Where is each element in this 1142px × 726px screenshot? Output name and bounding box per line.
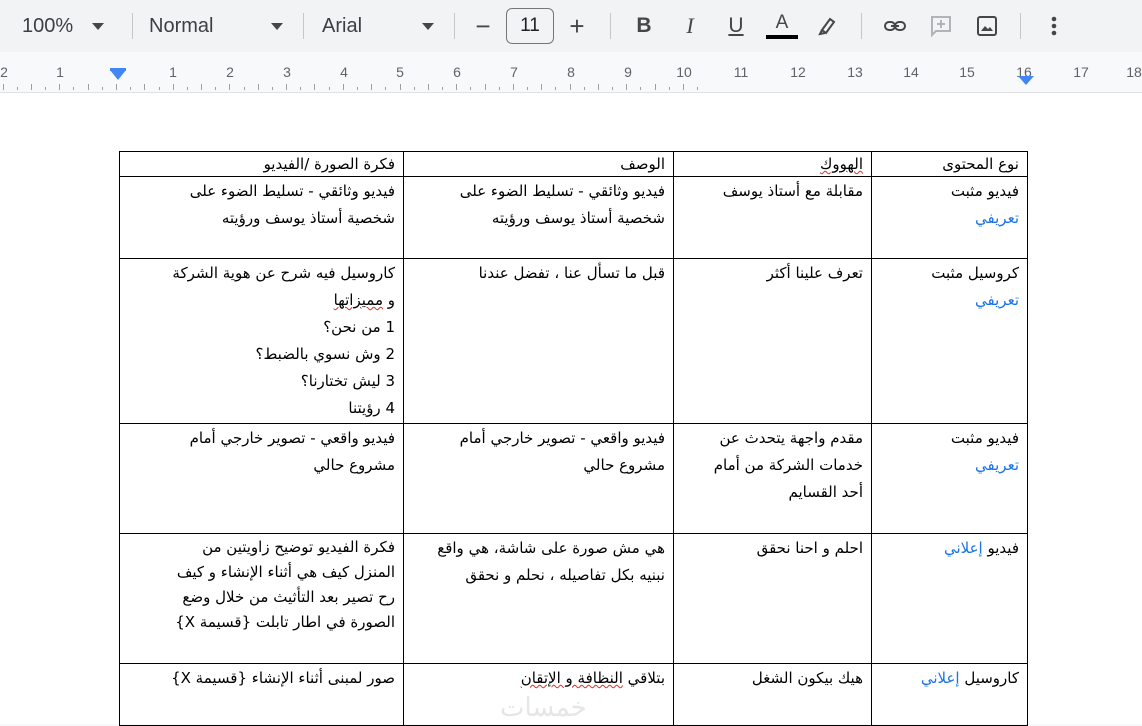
text-color-letter: A xyxy=(775,12,789,33)
link-icon[interactable] xyxy=(879,10,911,42)
ruler-tick xyxy=(584,87,585,90)
ruler-tick xyxy=(640,87,641,90)
ruler-tick xyxy=(229,84,230,90)
text-color-swatch xyxy=(766,35,798,39)
text-color-button[interactable] xyxy=(766,10,798,42)
ruler-tick xyxy=(414,87,415,90)
cell-type[interactable] xyxy=(872,259,1028,424)
increase-font-size-button[interactable]: + xyxy=(569,10,585,41)
cell-type[interactable] xyxy=(872,534,1028,664)
ruler-tick xyxy=(144,84,145,90)
ruler-label: 16 xyxy=(1016,64,1032,80)
cell-hook[interactable] xyxy=(674,664,872,726)
ruler-label: 2 xyxy=(0,64,8,80)
idea-line: مشروع حالي xyxy=(313,456,395,474)
hook-line: مقابلة مع أستاذ يوسف xyxy=(722,182,863,200)
idea-line xyxy=(128,287,395,314)
ruler-label: 9 xyxy=(624,64,632,80)
cell-hook[interactable] xyxy=(674,177,872,259)
idea-line: الصورة في اطار تابلت {قسيمة X} xyxy=(175,613,395,631)
idea-line: فيديو واقعي - تصوير خارجي أمام xyxy=(189,429,395,447)
ruler-tick xyxy=(400,84,401,90)
ruler-tick xyxy=(286,84,287,90)
underline-button[interactable]: U xyxy=(728,14,744,37)
desc-line: مشروع حالي xyxy=(583,456,665,474)
idea-line: المنزل كيف هي أثناء الإنشاء و كيف xyxy=(176,563,395,581)
ruler-tick xyxy=(428,84,429,90)
ruler-tick xyxy=(215,87,216,90)
misspelled-word: مميزاتها xyxy=(333,291,383,309)
type-text: كاروسيل xyxy=(959,669,1019,687)
type-tag: تعريفي xyxy=(975,209,1019,227)
ruler-tick xyxy=(59,84,60,90)
misspelled-word: النظافة و الإتقان xyxy=(520,669,623,687)
more-icon[interactable] xyxy=(1038,10,1070,42)
hook-line: هيك بيكون الشغل xyxy=(751,669,863,687)
ruler-tick xyxy=(3,84,4,90)
cell-desc[interactable] xyxy=(404,177,674,259)
idea-text: و xyxy=(382,291,395,309)
horizontal-ruler[interactable] xyxy=(0,58,1142,93)
ruler-tick xyxy=(258,84,259,90)
ruler-label: 13 xyxy=(847,64,863,80)
ruler-tick xyxy=(201,84,202,90)
ruler-tick xyxy=(314,84,315,90)
first-line-indent-marker[interactable] xyxy=(110,68,126,71)
ruler-tick xyxy=(683,84,684,90)
type-tag: إعلاني xyxy=(920,669,960,687)
ruler-tick xyxy=(300,87,301,90)
cell-hook[interactable] xyxy=(674,259,872,424)
toolbar-divider xyxy=(861,13,862,39)
ruler-tick xyxy=(244,87,245,90)
ruler-tick xyxy=(73,87,74,90)
ruler-tick xyxy=(17,87,18,90)
decrease-font-size-button[interactable]: − xyxy=(475,10,491,41)
ruler-tick xyxy=(499,87,500,90)
cell-idea[interactable] xyxy=(120,664,404,726)
ruler-label: 6 xyxy=(453,64,461,80)
type-text: فيديو xyxy=(982,539,1019,557)
ruler-tick xyxy=(541,84,542,90)
ruler-tick xyxy=(371,84,372,90)
idea-line: رح تصير بعد التأثيث من خلال وضع xyxy=(182,588,395,606)
cell-idea[interactable] xyxy=(120,259,404,424)
table-row xyxy=(120,424,1028,534)
ruler-tick xyxy=(45,87,46,90)
hook-line: خدمات الشركة من أمام xyxy=(713,456,863,474)
italic-button[interactable]: I xyxy=(686,13,694,38)
cell-idea[interactable] xyxy=(120,177,404,259)
bold-button[interactable]: B xyxy=(636,14,652,37)
type-tag: تعريفي xyxy=(975,456,1019,474)
ruler-label: 8 xyxy=(567,64,575,80)
desc-line xyxy=(412,665,665,692)
type-text-line xyxy=(880,535,1019,562)
ruler-tick xyxy=(187,87,188,90)
cell-desc[interactable] xyxy=(404,259,674,424)
idea-line: 2 وش نسوي بالضبط؟ xyxy=(255,345,395,363)
ruler-tick xyxy=(626,84,627,90)
type-tag: إعلاني xyxy=(943,539,983,557)
desc-line: نبنيه بكل تفاصيله ، نحلم و نحقق xyxy=(465,566,665,584)
ruler-tick xyxy=(357,87,358,90)
ruler-tick xyxy=(31,84,32,90)
ruler-tick xyxy=(272,87,273,90)
left-indent-marker[interactable] xyxy=(110,70,126,80)
ruler-tick xyxy=(527,87,528,90)
watermark-logo: خمسات xyxy=(500,693,587,723)
ruler-tick xyxy=(470,87,471,90)
type-text: فيديو مثبت xyxy=(950,429,1019,447)
type-text: كروسيل مثبت xyxy=(931,264,1019,282)
idea-line: فيديو وثائقي - تسليط الضوء على xyxy=(189,182,395,200)
document-page[interactable] xyxy=(0,93,1142,724)
ruler-tick xyxy=(329,87,330,90)
ruler-label: 2 xyxy=(226,64,234,80)
desc-line: فيديو وثائقي - تسليط الضوء على xyxy=(459,182,665,200)
font-value: Arial xyxy=(322,14,363,37)
ruler-label: 4 xyxy=(340,64,348,80)
ruler-tick xyxy=(513,84,514,90)
ruler-tick xyxy=(159,87,160,90)
idea-line: 3 ليش تختارنا؟ xyxy=(300,372,395,390)
ruler-tick xyxy=(343,84,344,90)
toolbar-divider xyxy=(454,13,455,39)
desc-line: هي مش صورة على شاشة، هي واقع xyxy=(437,539,665,557)
ruler-tick xyxy=(555,87,556,90)
desc-line: فيديو واقعي - تصوير خارجي أمام xyxy=(459,429,665,447)
highlighter-icon[interactable] xyxy=(812,10,844,42)
hook-line: أحد القسايم xyxy=(788,483,863,501)
cell-desc[interactable] xyxy=(404,534,674,664)
ruler-tick xyxy=(697,87,698,90)
ruler-label: 17 xyxy=(1073,64,1089,80)
paragraph-style-select[interactable] xyxy=(143,15,293,38)
hook-line: مقدم واجهة يتحدث عن xyxy=(719,429,863,447)
ruler-label: 15 xyxy=(959,64,975,80)
ruler-label: 14 xyxy=(903,64,919,80)
type-tag: تعريفي xyxy=(975,291,1019,309)
header-type[interactable]: نوع المحتوى xyxy=(872,152,1028,177)
chevron-down-icon xyxy=(271,23,283,30)
formatting-toolbar xyxy=(0,0,1142,52)
ruler-tick xyxy=(173,84,174,90)
ruler-tick xyxy=(570,84,571,90)
ruler-label: 18 xyxy=(1126,64,1142,80)
toolbar-divider xyxy=(1020,13,1021,39)
hook-line: احلم و احنا نحقق xyxy=(756,539,863,557)
header-hook-text: الهووك xyxy=(819,155,863,173)
ruler-tick xyxy=(655,84,656,90)
idea-line: 4 رؤيتنا xyxy=(348,399,395,417)
header-idea[interactable]: فكرة الصورة /الفيديو xyxy=(120,152,404,177)
ruler-tick xyxy=(669,87,670,90)
zoom-value: 100% xyxy=(22,14,74,37)
ruler-tick xyxy=(456,84,457,90)
type-text-line xyxy=(880,665,1019,692)
cell-hook[interactable] xyxy=(674,424,872,534)
chevron-down-icon xyxy=(92,23,104,30)
cell-type[interactable] xyxy=(872,177,1028,259)
desc-line: قبل ما تسأل عنا ، تفضل عندنا xyxy=(478,264,665,282)
idea-line: فكرة الفيديو توضيح زاويتين من xyxy=(202,538,395,556)
toolbar-divider xyxy=(610,13,611,39)
font-select[interactable] xyxy=(314,15,444,38)
zoom-select[interactable] xyxy=(22,15,122,38)
cell-idea[interactable] xyxy=(120,424,404,534)
ruler-tick xyxy=(116,84,117,90)
toolbar-divider xyxy=(132,13,133,39)
table-row xyxy=(120,534,1028,664)
type-text: فيديو مثبت xyxy=(950,182,1019,200)
ruler-label: 11 xyxy=(733,64,749,80)
paragraph-style-value: Normal xyxy=(149,14,214,37)
idea-line: صور لمبنى أثناء الإنشاء {قسيمة X} xyxy=(171,669,395,687)
header-hook[interactable] xyxy=(674,152,872,177)
table-header-row xyxy=(120,152,1028,177)
desc-line: شخصية أستاذ يوسف ورؤيته xyxy=(491,209,665,227)
desc-text: بتلاقي xyxy=(622,669,665,687)
ruler-label: 1 xyxy=(169,64,177,80)
image-icon[interactable] xyxy=(971,10,1003,42)
toolbar-divider xyxy=(303,13,304,39)
cell-desc[interactable] xyxy=(404,424,674,534)
chevron-down-icon xyxy=(422,23,434,30)
ruler-label: 12 xyxy=(790,64,806,80)
hook-line: تعرف علينا أكثر xyxy=(766,264,863,282)
cell-hook[interactable] xyxy=(674,534,872,664)
ruler-label: 1 xyxy=(56,64,64,80)
cell-type[interactable] xyxy=(872,424,1028,534)
ruler-tick xyxy=(385,87,386,90)
ruler-label: 7 xyxy=(510,64,518,80)
ruler-tick xyxy=(612,87,613,90)
ruler-tick xyxy=(485,84,486,90)
ruler-label: 3 xyxy=(283,64,291,80)
content-table[interactable] xyxy=(119,151,1028,726)
table-row xyxy=(120,259,1028,424)
idea-line: كاروسيل فيه شرح عن هوية الشركة xyxy=(172,264,395,282)
ruler-label: 5 xyxy=(396,64,404,80)
table-row xyxy=(120,177,1028,259)
add-comment-icon[interactable] xyxy=(925,10,957,42)
idea-line: 1 من نحن؟ xyxy=(323,318,395,336)
idea-line: شخصية أستاذ يوسف ورؤيته xyxy=(221,209,395,227)
ruler-tick xyxy=(442,87,443,90)
ruler-tick xyxy=(102,87,103,90)
cell-idea[interactable] xyxy=(120,534,404,664)
ruler-tick xyxy=(130,87,131,90)
font-size-input[interactable]: 11 xyxy=(506,8,554,44)
cell-type[interactable] xyxy=(872,664,1028,726)
ruler-tick xyxy=(598,84,599,90)
header-desc[interactable]: الوصف xyxy=(404,152,674,177)
right-indent-marker[interactable] xyxy=(1018,76,1034,85)
ruler-label: 10 xyxy=(676,64,692,80)
ruler-tick xyxy=(88,84,89,90)
